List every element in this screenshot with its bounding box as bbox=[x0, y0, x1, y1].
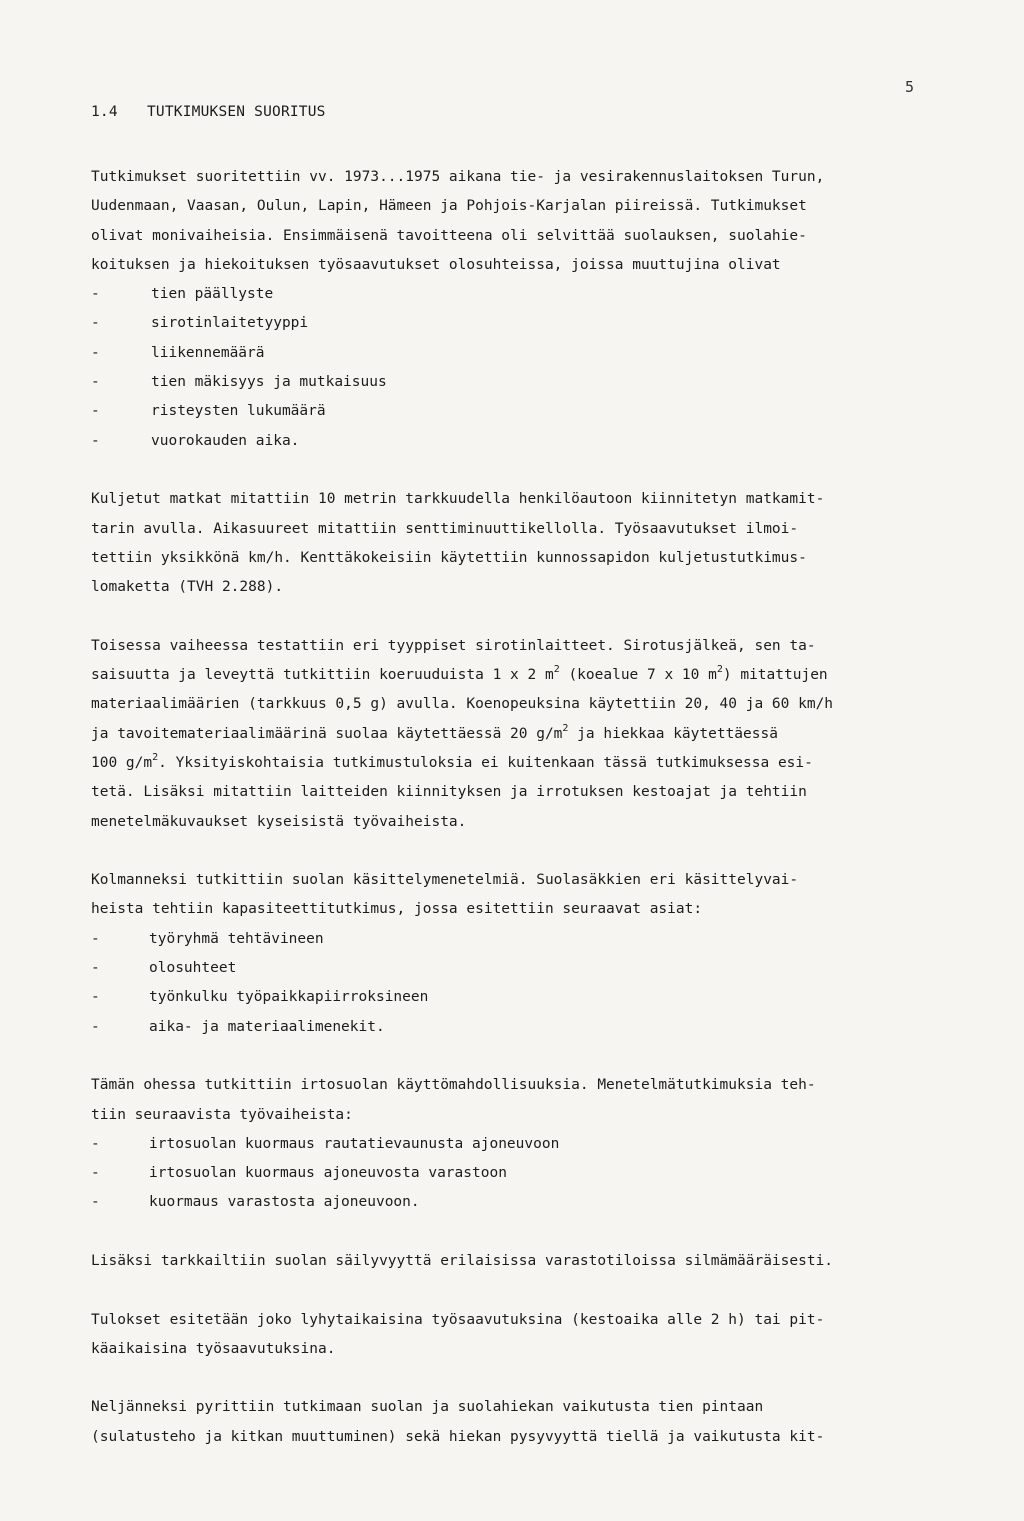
text-line: materiaalimäärien (tarkkuus 0,5 g) avulla. Koenopeuksina käytettiin 20, 40 ja 60 km/h bbox=[91, 696, 834, 713]
list-item-text: aika- ja materiaalimenekit. bbox=[149, 1018, 385, 1035]
section-title: TUTKIMUKSEN SUORITUS bbox=[147, 104, 326, 120]
paragraph-7 bbox=[91, 1306, 941, 1365]
list-item bbox=[91, 280, 941, 309]
list-item bbox=[91, 1013, 941, 1042]
list-dash: - bbox=[91, 1165, 100, 1182]
list-item bbox=[91, 309, 941, 338]
list-item-text: risteysten lukumäärä bbox=[151, 403, 326, 420]
text-line: Kolmanneksi tutkittiin suolan käsittelymenetelmiä. Suolasäkkien eri käsittelyvai- bbox=[91, 872, 799, 889]
paragraph-1 bbox=[91, 163, 941, 456]
paragraph-gap bbox=[91, 1218, 941, 1247]
page-number: 5 bbox=[905, 78, 915, 96]
text-line: Neljänneksi pyrittiin tutkimaan suolan ja suolahiekan vaikutusta tien pintaan bbox=[91, 1399, 764, 1416]
list-item-text: sirotinlaitetyyppi bbox=[151, 315, 309, 332]
text-line: lomaketta (TVH 2.288). bbox=[91, 579, 284, 596]
list-dash: - bbox=[91, 286, 100, 303]
paragraph-3 bbox=[91, 632, 941, 837]
document-body bbox=[91, 163, 941, 1452]
text-line: (sulatusteho ja kitkan muuttuminen) sekä hiekan pysyvyyttä tiellä ja vaikutusta kit- bbox=[91, 1428, 825, 1445]
text-line bbox=[91, 661, 941, 690]
list-item bbox=[91, 368, 941, 397]
list-item-text: liikennemäärä bbox=[151, 344, 265, 361]
text-segment: saisuutta ja leveyttä tutkittiin koeruuduista 1 x 2 m bbox=[91, 667, 554, 684]
paragraph-gap bbox=[91, 1042, 941, 1071]
text-segment: (koealue 7 x 10 m bbox=[559, 667, 717, 684]
paragraph-gap bbox=[91, 837, 941, 866]
list-dash: - bbox=[91, 344, 100, 361]
text-segment: ) mitattujen bbox=[722, 667, 828, 684]
paragraph-gap bbox=[91, 1364, 941, 1393]
list-item-text: olosuhteet bbox=[149, 960, 237, 977]
text-line: Toisessa vaiheessa testattiin eri tyyppiset sirotinlaitteet. Sirotusjälkeä, sen ta- bbox=[91, 637, 816, 654]
text-line: Lisäksi tarkkailtiin suolan säilyvyyttä erilaisissa varastotiloissa silmämääräisesti. bbox=[91, 1252, 834, 1269]
list-item-text: tien mäkisyys ja mutkaisuus bbox=[151, 374, 387, 391]
paragraph-2 bbox=[91, 485, 941, 602]
list-dash: - bbox=[91, 930, 100, 947]
list-dash: - bbox=[91, 1194, 100, 1211]
list-dash: - bbox=[91, 374, 100, 391]
text-segment: . Yksityiskohtaisia tutkimustuloksia ei kuitenkaan tässä tutkimuksessa esi- bbox=[158, 754, 813, 771]
text-line: tarin avulla. Aikasuureet mitattiin senttiminuuttikellolla. Työsaavutukset ilmoi- bbox=[91, 520, 799, 537]
section-heading bbox=[91, 104, 326, 120]
list-dash: - bbox=[91, 1018, 100, 1035]
paragraph-6 bbox=[91, 1247, 941, 1276]
list-dash: - bbox=[91, 989, 100, 1006]
text-segment: 100 g/m bbox=[91, 754, 153, 771]
text-line: Kuljetut matkat mitattiin 10 metrin tarkkuudella henkilöautoon kiinnitetyn matkamit- bbox=[91, 491, 825, 508]
text-line: tetä. Lisäksi mitattiin laitteiden kiinnityksen ja irrotuksen kestoajat ja tehtiin bbox=[91, 784, 807, 801]
text-line: olivat monivaiheisia. Ensimmäisenä tavoitteena oli selvittää suolauksen, suolahie- bbox=[91, 227, 807, 244]
section-number: 1.4 bbox=[91, 104, 118, 120]
list-item-text: irtosuolan kuormaus ajoneuvosta varastoon bbox=[149, 1165, 507, 1182]
text-line: Uudenmaan, Vaasan, Oulun, Lapin, Hämeen ja Pohjois-Karjalan piireissä. Tutkimukset bbox=[91, 198, 807, 215]
text-line: tiin seuraavista työvaiheista: bbox=[91, 1106, 353, 1123]
list-dash: - bbox=[91, 403, 100, 420]
paragraph-gap bbox=[91, 1276, 941, 1305]
list-dash: - bbox=[91, 1135, 100, 1152]
text-line: heista tehtiin kapasiteettitutkimus, jossa esitettiin seuraavat asiat: bbox=[91, 901, 703, 918]
paragraph-4 bbox=[91, 866, 941, 1042]
list-item-text: vuorokauden aika. bbox=[151, 432, 300, 449]
list-item bbox=[91, 1130, 941, 1159]
paragraph-gap bbox=[91, 456, 941, 485]
list-dash: - bbox=[91, 960, 100, 977]
text-line: tettiin yksikkönä km/h. Kenttäkokeisiin käytettiin kunnossapidon kuljetustutkimus- bbox=[91, 549, 807, 566]
list-item bbox=[91, 1188, 941, 1217]
list-item-text: irtosuolan kuormaus rautatievaunusta ajoneuvoon bbox=[149, 1135, 560, 1152]
superscript: 2 bbox=[553, 664, 560, 676]
list-item-text: työnkulku työpaikkapiirroksineen bbox=[149, 989, 429, 1006]
list-item bbox=[91, 954, 941, 983]
text-line bbox=[91, 749, 941, 778]
paragraph-gap bbox=[91, 602, 941, 631]
text-line: Tutkimukset suoritettiin vv. 1973...1975 aikana tie- ja vesirakennuslaitoksen Turun, bbox=[91, 169, 825, 185]
text-line: Tulokset esitetään joko lyhytaikaisina työsaavutuksina (kestoaika alle 2 h) tai pit- bbox=[91, 1311, 825, 1328]
text-line: käaikaisina työsaavutuksina. bbox=[91, 1340, 336, 1357]
superscript: 2 bbox=[716, 664, 723, 676]
text-line: koituksen ja hiekoituksen työsaavutukset olosuhteissa, joissa muuttujina olivat bbox=[91, 256, 781, 273]
list-item bbox=[91, 339, 941, 368]
superscript: 2 bbox=[562, 722, 569, 734]
text-segment: ja hiekkaa käytettäessä bbox=[568, 725, 778, 742]
superscript: 2 bbox=[152, 751, 159, 763]
list-item bbox=[91, 427, 941, 456]
list-item bbox=[91, 925, 941, 954]
text-line bbox=[91, 720, 941, 749]
paragraph-8 bbox=[91, 1393, 941, 1452]
text-line: menetelmäkuvaukset kyseisistä työvaiheista. bbox=[91, 813, 467, 830]
list-dash: - bbox=[91, 432, 100, 449]
list-dash: - bbox=[91, 315, 100, 332]
list-item-text: tien päällyste bbox=[151, 286, 274, 303]
list-item bbox=[91, 397, 941, 426]
list-item bbox=[91, 983, 941, 1012]
paragraph-5 bbox=[91, 1071, 941, 1217]
list-item-text: työryhmä tehtävineen bbox=[149, 930, 324, 947]
list-item-text: kuormaus varastosta ajoneuvoon. bbox=[149, 1194, 420, 1211]
text-segment: ja tavoitemateriaalimäärinä suolaa käytettäessä 20 g/m bbox=[91, 725, 563, 742]
list-item bbox=[91, 1159, 941, 1188]
text-line: Tämän ohessa tutkittiin irtosuolan käyttömahdollisuuksia. Menetelmätutkimuksia teh- bbox=[91, 1077, 816, 1094]
